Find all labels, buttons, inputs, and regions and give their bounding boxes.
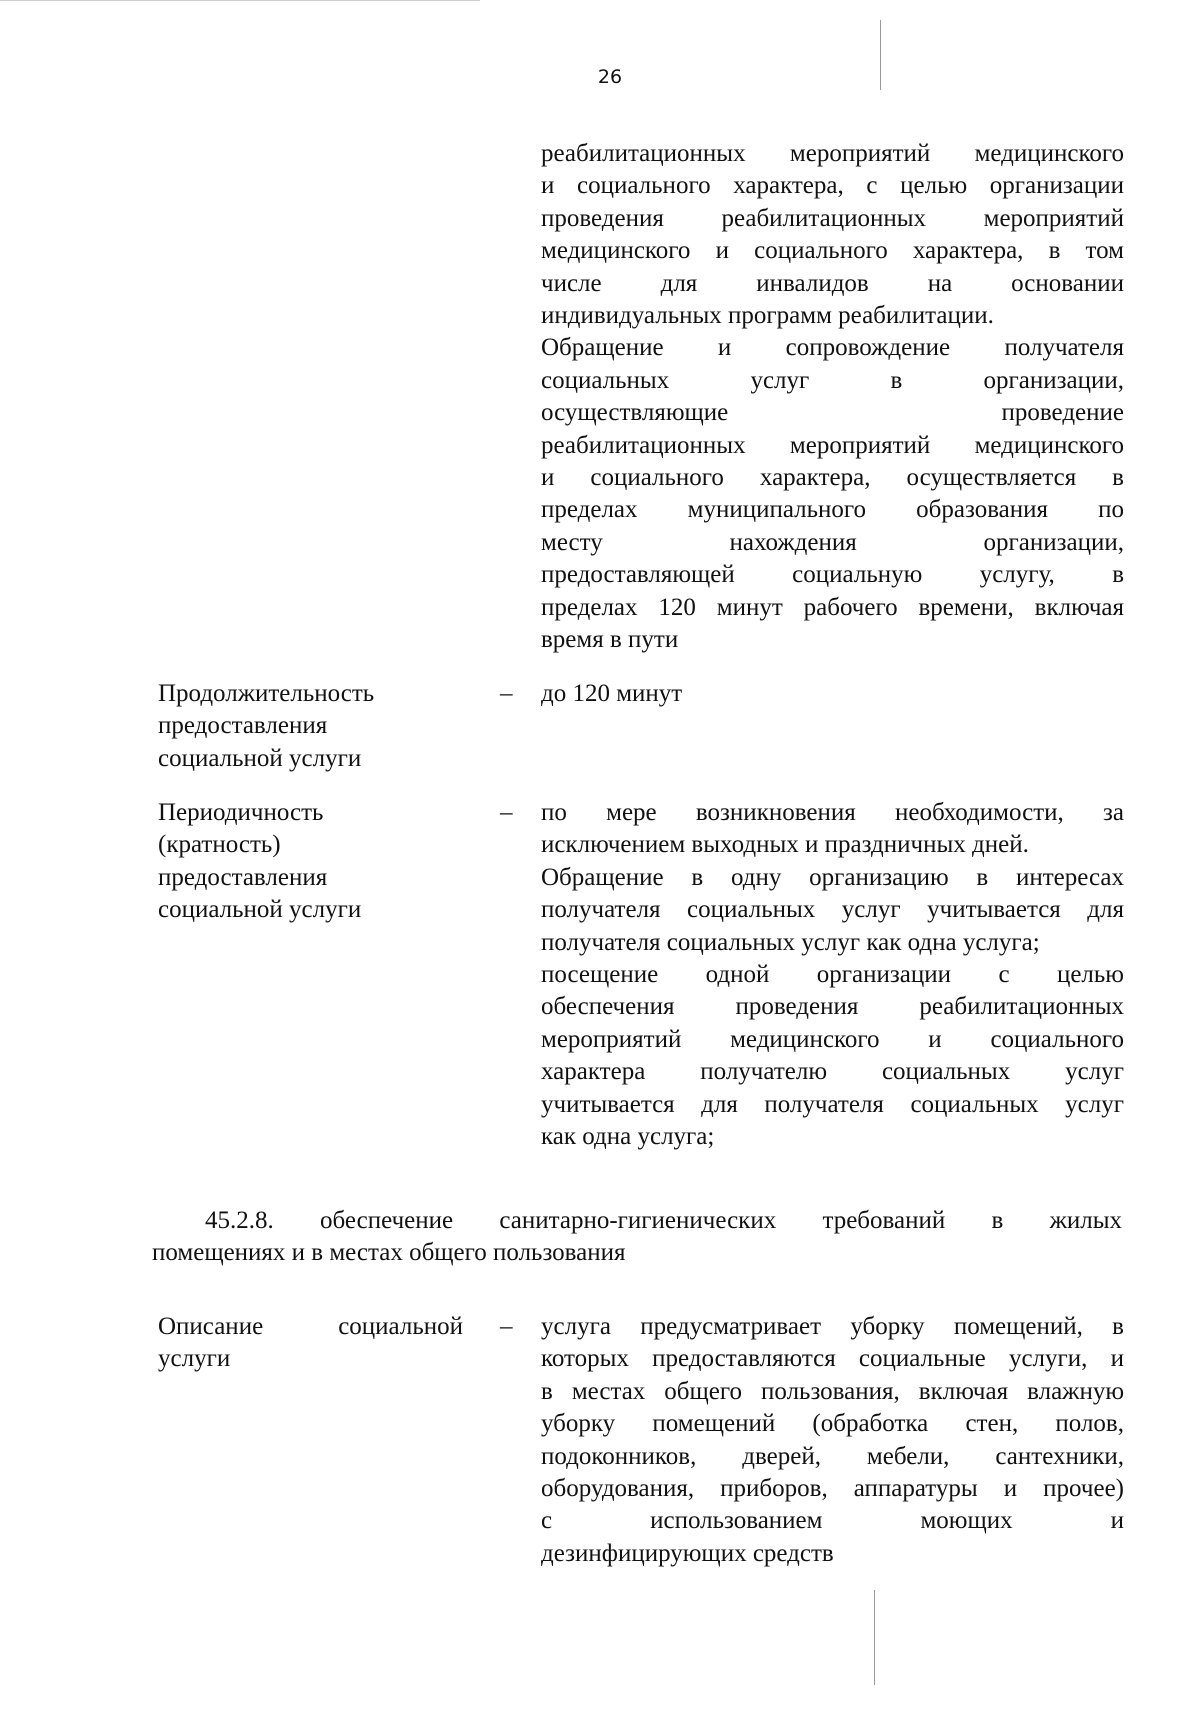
- duration-value: [541, 678, 1124, 710]
- text-line: как одна услуга;: [541, 1123, 715, 1151]
- page-number: 26: [597, 66, 623, 88]
- text-line: характера получателю социальных услуг: [541, 1058, 1124, 1086]
- label-line: услуги: [158, 1345, 231, 1373]
- text-line: реабилитационных мероприятий медицинского: [541, 431, 1124, 459]
- text-line: мероприятий медицинского и социального: [541, 1025, 1124, 1053]
- label-line: Периодичность: [158, 799, 324, 826]
- text-line: предоставляющей социальную услугу, в: [541, 561, 1124, 589]
- description-dash: –: [500, 1313, 513, 1340]
- text-line: пределах 120 минут рабочего времени, включая: [541, 593, 1124, 621]
- text-line: получателя социальных услуг как одна услуга;: [541, 928, 1040, 956]
- duration-dash: –: [500, 680, 513, 707]
- text-line: медицинского и социального характера, в том: [541, 237, 1124, 265]
- description-value: [541, 1311, 1124, 1570]
- section-heading: [152, 1205, 1122, 1270]
- text-line: получателя социальных услуг учитывается для: [541, 896, 1124, 924]
- text-line: проведения реабилитационных мероприятий: [541, 204, 1124, 232]
- heading-line: помещениях и в местах общего пользования: [152, 1239, 626, 1267]
- text-line: в местах общего пользования, включая влажную: [541, 1377, 1124, 1405]
- label-line: социальной услуги: [158, 896, 362, 924]
- duration-label: [158, 678, 458, 775]
- scan-artifact: [880, 20, 881, 90]
- text-line: уборку помещений (обработка стен, полов,: [541, 1410, 1124, 1438]
- text-line: пределах муниципального образования по: [541, 496, 1124, 524]
- label-line: Продолжительность: [158, 680, 375, 707]
- label-line: предоставления: [158, 863, 328, 891]
- text-line: учитывается для получателя социальных услуг: [541, 1090, 1124, 1118]
- periodicity-dash: –: [500, 799, 513, 826]
- text-line: и социального характера, с целью организации: [541, 172, 1124, 200]
- text-line: по мере возникновения необходимости, за: [541, 799, 1124, 826]
- text-line: числе для инвалидов на основании: [541, 269, 1124, 297]
- heading-line: 45.2.8. обеспечение санитарно-гигиенических требований в жилых: [205, 1207, 1122, 1234]
- text-line: реабилитационных мероприятий медицинского: [541, 140, 1124, 167]
- periodicity-label: [158, 797, 458, 927]
- description-label: [158, 1311, 518, 1376]
- text-line: посещение одной организации с целью: [541, 961, 1124, 989]
- text-line: с использованием моющих и: [541, 1507, 1124, 1535]
- label-line: социальной услуги: [158, 744, 362, 772]
- text-line: которых предоставляются социальные услуги, и: [541, 1345, 1124, 1373]
- text-line: осуществляющие проведение: [541, 399, 1124, 427]
- text-line: Обращение и сопровождение получателя: [541, 334, 1124, 362]
- periodicity-value: [541, 797, 1124, 1153]
- text-line: услуга предусматривает уборку помещений, в: [541, 1313, 1124, 1340]
- text-line: обеспечения проведения реабилитационных: [541, 993, 1124, 1021]
- label-line: (кратность): [158, 831, 281, 859]
- text-line: до 120 минут: [541, 680, 683, 707]
- text-line: время в пути: [541, 626, 679, 654]
- scan-artifact: [0, 0, 480, 1]
- text-line: исключением выходных и праздничных дней.: [541, 831, 1029, 859]
- continuation-text: [541, 138, 1124, 657]
- text-line: социальных услуг в организации,: [541, 366, 1124, 394]
- text-line: оборудования, приборов, аппаратуры и прочее): [541, 1475, 1124, 1503]
- scan-artifact: [874, 1590, 875, 1685]
- text-line: месту нахождения организации,: [541, 528, 1124, 556]
- label-line: Описание социальной: [158, 1313, 463, 1340]
- text-line: подоконников, дверей, мебели, сантехники,: [541, 1442, 1124, 1470]
- text-line: индивидуальных программ реабилитации.: [541, 302, 994, 330]
- text-line: и социального характера, осуществляется в: [541, 464, 1124, 492]
- text-line: дезинфицирующих средств: [541, 1539, 834, 1567]
- label-line: предоставления: [158, 712, 328, 740]
- text-line: Обращение в одну организацию в интересах: [541, 863, 1124, 891]
